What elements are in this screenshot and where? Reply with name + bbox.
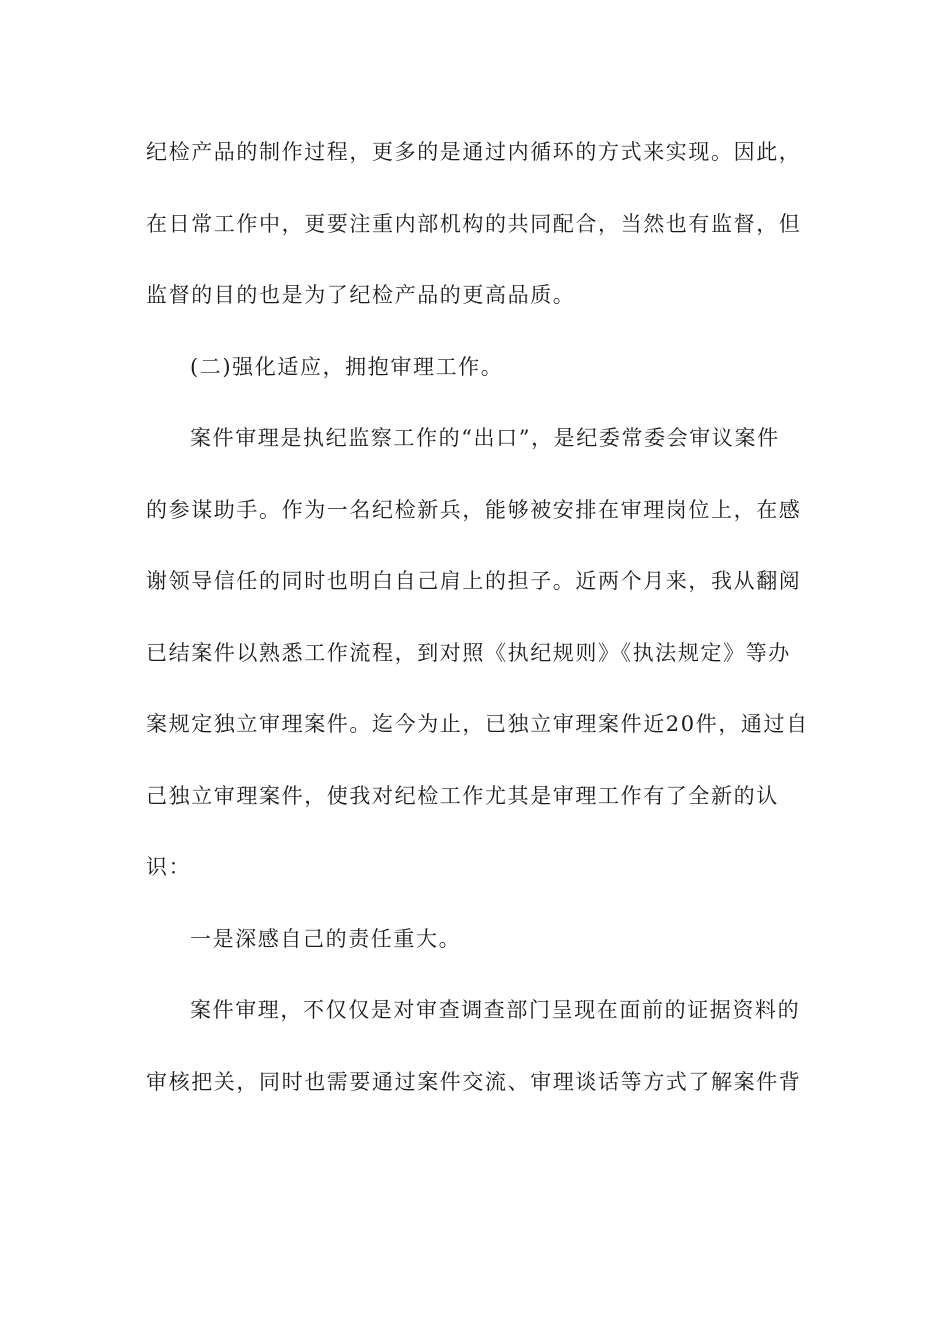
- text-line: 在日常工作中，更要注重内部机构的共同配合，当然也有监督，但: [146, 211, 802, 236]
- text-line: 纪检产品的制作过程，更多的是通过内循环的方式来实现。因此，: [146, 140, 802, 164]
- paragraph-start-line: 案件审理，不仅仅是对审查调查部门呈现在面前的证据资料的: [190, 998, 801, 1022]
- text-line: 案规定独立审理案件。迄今为止，已独立审理案件近20件，通过自: [146, 712, 809, 736]
- text-line: 已结案件以熟悉工作流程，到对照《执纪规则》《执法规定》等办: [146, 640, 791, 665]
- document-body: [146, 128, 809, 1129]
- text-line: 己独立审理案件，使我对纪检工作尤其是审理工作有了全新的认: [146, 783, 779, 808]
- section-heading: (二)强化适应，拥抱审理工作。: [190, 354, 504, 379]
- text-line: 的参谋助手。作为一名纪检新兵，能够被安排在审理岗位上，在感: [146, 497, 802, 522]
- text-line: 监督的目的也是为了纪检产品的更高品质。: [146, 283, 576, 307]
- text-line: 谢领导信任的同时也明白自己肩上的担子。近两个月来，我从翻阅: [146, 569, 802, 593]
- paragraph-start-line: 案件审理是执纪监察工作的“出口”，是纪委常委会审议案件: [190, 426, 780, 450]
- subheading-line: 一是深感自己的责任重大。: [190, 926, 462, 951]
- text-line: 审核把关，同时也需要通过案件交流、审理谈话等方式了解案件背: [146, 1069, 802, 1094]
- text-line: 识：: [146, 855, 192, 879]
